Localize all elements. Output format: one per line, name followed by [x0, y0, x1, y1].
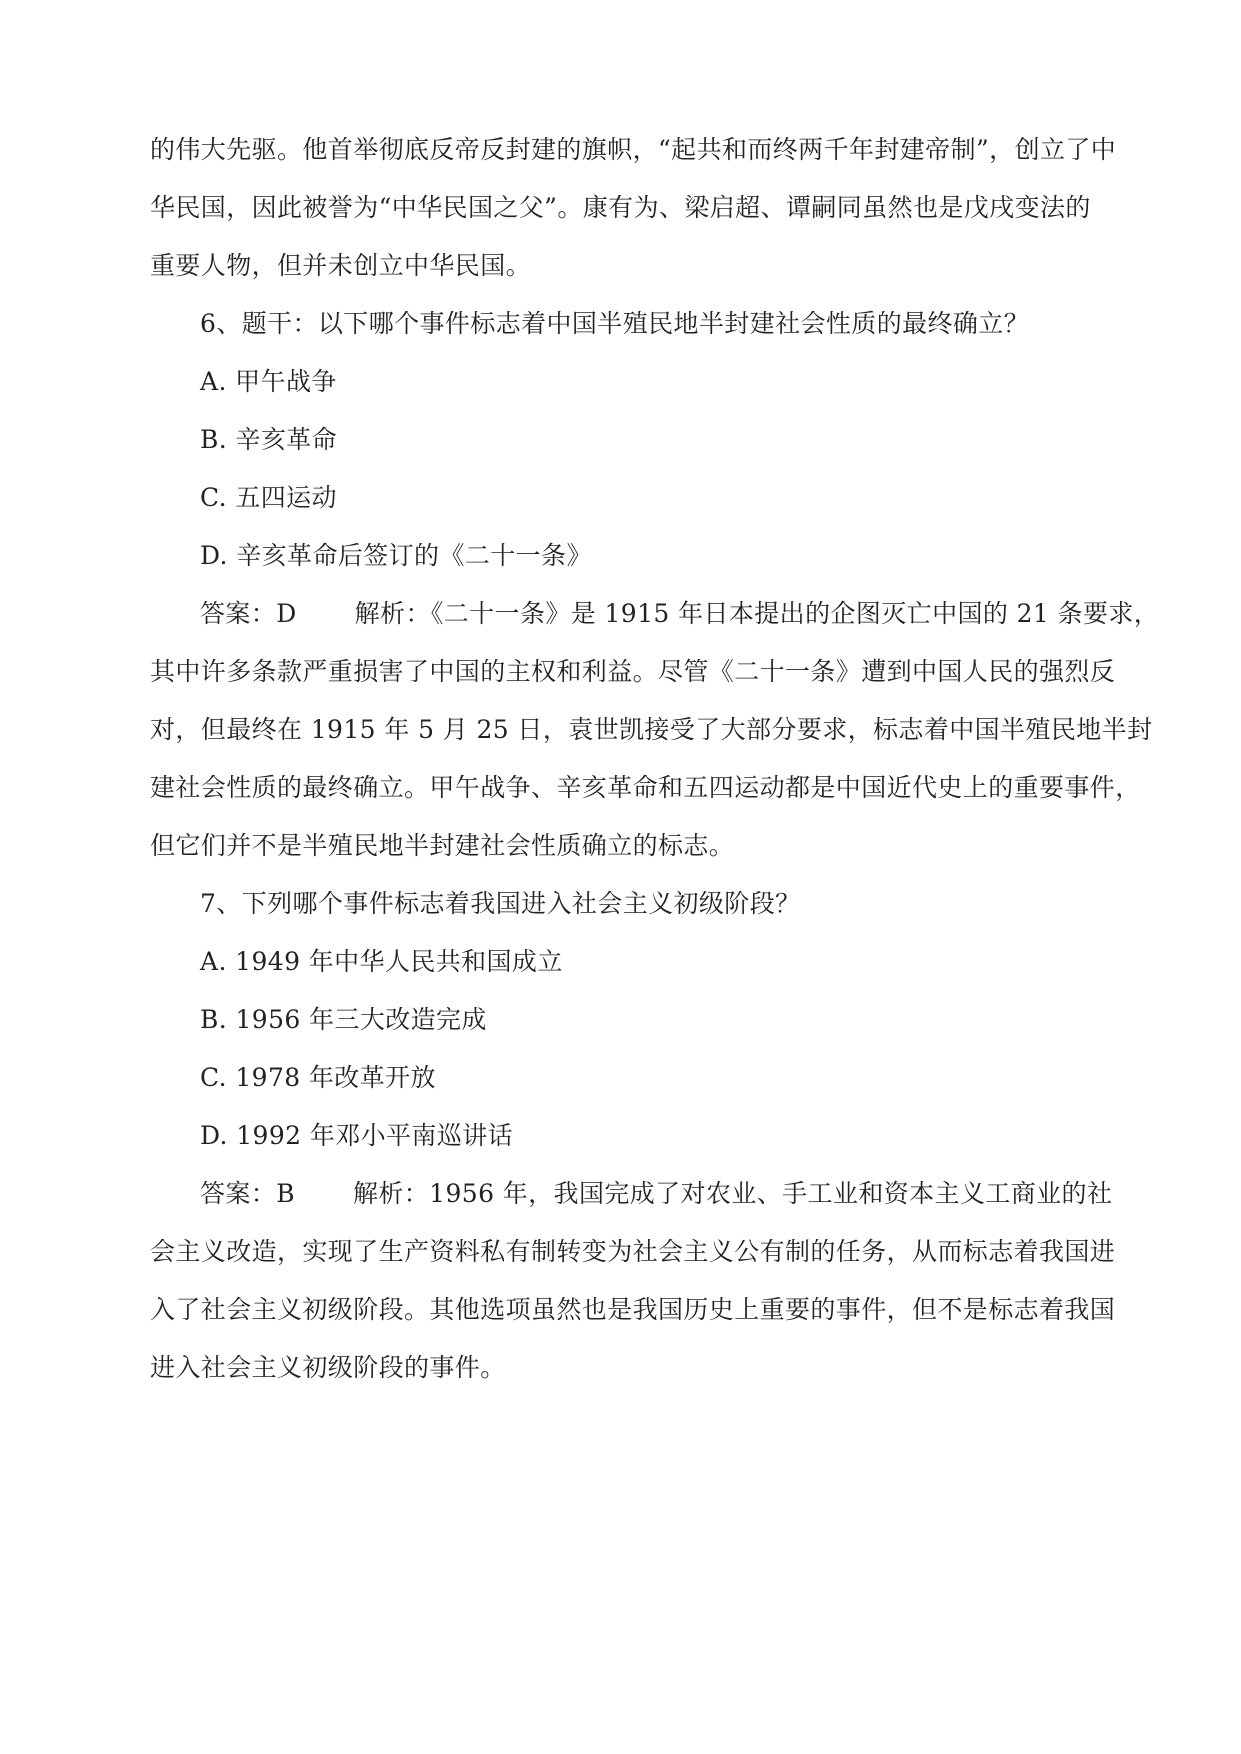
text-line: 华民国，因此被誉为“中华民国之父”。康有为、梁启超、谭嗣同虽然也是戊戌变法的: [150, 193, 1091, 222]
question-7-option-d: D. 1992 年邓小平南巡讲话: [200, 1121, 514, 1150]
question-6-stem: 6、题干：以下哪个事件标志着中国半殖民地半封建社会性质的最终确立？: [200, 309, 1030, 338]
question-7-answer: 答案：B: [200, 1179, 295, 1208]
text-line: 但它们并不是半殖民地半封建社会性质确立的标志。: [150, 831, 735, 860]
text-line: 其中许多条款严重损害了中国的主权和利益。尽管《二十一条》遭到中国人民的强烈反: [150, 657, 1116, 686]
text-line: 入了社会主义初级阶段。其他选项虽然也是我国历史上重要的事件，但不是标志着我国: [150, 1295, 1116, 1324]
text-line: 对，但最终在 1915 年 5 月 25 日，袁世凯接受了大部分要求，标志着中国半殖民地半封: [150, 715, 1153, 744]
text-line: 进入社会主义初级阶段的事件。: [150, 1353, 506, 1382]
question-6-option-a: A. 甲午战争: [200, 367, 337, 396]
question-6-answer: 答案：D: [200, 599, 297, 628]
question-7-analysis: 解析：1956 年，我国完成了对农业、手工业和资本主义工商业的社: [352, 1179, 1113, 1208]
text-line: 会主义改造，实现了生产资料私有制转变为社会主义公有制的任务，从而标志着我国进: [150, 1237, 1116, 1266]
text-line: 重要人物，但并未创立中华民国。: [150, 251, 532, 280]
question-6-option-d: D. 辛亥革命后签订的《二十一条》: [200, 541, 592, 570]
question-7-stem: 7、下列哪个事件标志着我国进入社会主义初级阶段？: [200, 889, 801, 918]
question-7-option-b: B. 1956 年三大改造完成: [200, 1005, 487, 1034]
question-6-analysis: 解析：《二十一条》是 1915 年日本提出的企图灭亡中国的 21 条要求，: [354, 599, 1160, 628]
question-6-answer-line: [200, 598, 1160, 630]
text-line: 建社会性质的最终确立。甲午战争、辛亥革命和五四运动都是中国近代史上的重要事件，: [150, 773, 1141, 802]
question-6-option-b: B. 辛亥革命: [200, 425, 338, 454]
text-line: 的伟大先驱。他首举彻底反帝反封建的旗帜，“起共和而终两千年封建帝制”，创立了中: [150, 135, 1117, 164]
question-7-answer-line: [200, 1178, 1150, 1210]
question-6-option-c: C. 五四运动: [200, 483, 337, 512]
question-7-option-c: C. 1978 年改革开放: [200, 1063, 436, 1092]
question-7-option-a: A. 1949 年中华人民共和国成立: [200, 947, 563, 976]
